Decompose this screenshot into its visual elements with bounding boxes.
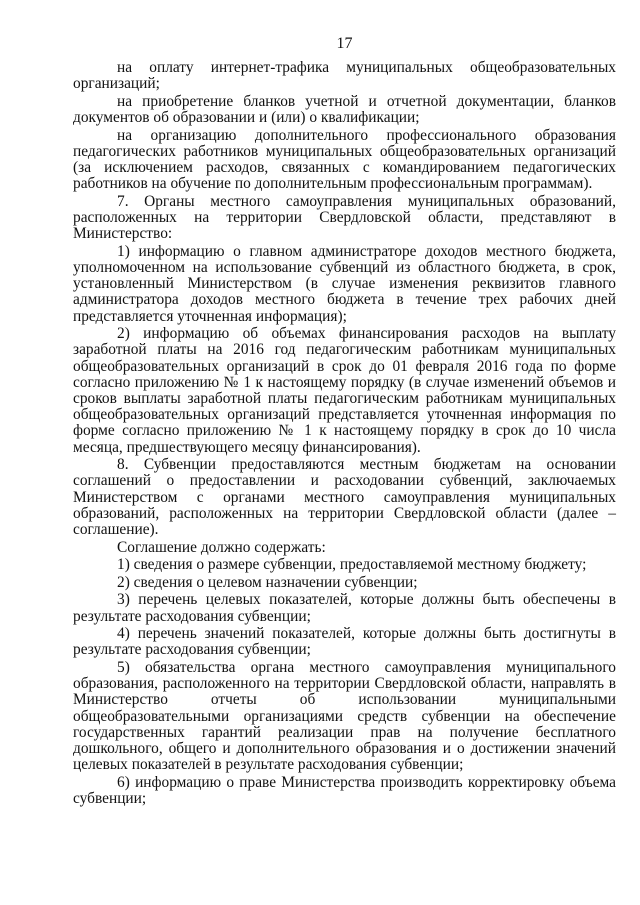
document-page	[73, 34, 616, 807]
paragraph-internet-traffic: на оплату интернет-трафика муниципальных общеобразовательных организаций;	[73, 59, 616, 93]
paragraph-clause-8: 8. Субвенции предоставляются местным бюджетам на основании соглашений о предоставлении и расходовании субвенций, заключаемых Министерством с органами местного самоуправления муниципальных образований, расположенных на территории Свердловской области (далее – соглашение).	[73, 456, 616, 539]
paragraph-clause-7: 7. Органы местного самоуправления муниципальных образований, расположенных на территории Свердловской области, представляют в Министерство:	[73, 192, 616, 243]
paragraph-blank-forms: на приобретение бланков учетной и отчетной документации, бланков документов об образовании и (или) о квалификации;	[73, 92, 616, 126]
paragraph-agreement-item-5: 5) обязательства органа местного самоуправления муниципального образования, расположенного на территории Свердловской области, направлять в Министерство отчеты об использовании муниципальными общеобразовательными организациями средств субвенции на обеспечение государственных гарантий реализации прав на получение бесплатного дошкольного, общего и дополнительного образования и о достижении значений целевых показателей в результате расходования субвенции;	[73, 659, 616, 774]
paragraph-agreement-contents: Соглашение должно содержать:	[117, 538, 326, 556]
paragraph-clause-7-item-1: 1) информацию о главном администраторе доходов местного бюджета, уполномоченном на использование субвенций из областного бюджета, в срок, установленный Министерством (в случае изменения реквизитов главного администратора доходов местного бюджета в течение трех рабочих дней представляется уточненная информация);	[73, 242, 616, 325]
paragraph-clause-7-item-2: 2) информацию об объемах финансирования расходов на выплату заработной платы на 2016 год педагогическим работникам муниципальных общеобразовательных организаций в срок до 01 февраля 2016 года по форме согласно приложению № 1 к настоящему порядку (в случае изменений объемов и сроков выплаты заработной платы педагогическим работникам муниципальных общеобразовательных организаций представляется уточненная информация по форме согласно приложению № 1 к настоящему порядку в срок до 10 числа месяца, предшествующего месяцу финансирования).	[73, 325, 616, 456]
paragraph-agreement-item-6: 6) информацию о праве Министерства производить корректировку объема субвенции;	[73, 773, 616, 808]
paragraph-agreement-item-4: 4) перечень значений показателей, которые должны быть достигнуты в результате расходования субвенции;	[73, 625, 616, 659]
paragraph-professional-education: на организацию дополнительного профессионального образования педагогических работников муниципальных общеобразовательных организаций (за исключением расходов, связанных с командированием педагогических работников на обучение по дополнительным профессиональным программам).	[73, 126, 616, 193]
page-number: 17	[336, 35, 353, 52]
paragraph-agreement-item-2: 2) сведения о целевом назначении субвенции;	[117, 573, 418, 591]
paragraph-agreement-item-1: 1) сведения о размере субвенции, предоставляемой местному бюджету;	[117, 556, 587, 574]
paragraph-agreement-item-3: 3) перечень целевых показателей, которые должны быть обеспечены в результате расходования субвенции;	[73, 591, 616, 625]
